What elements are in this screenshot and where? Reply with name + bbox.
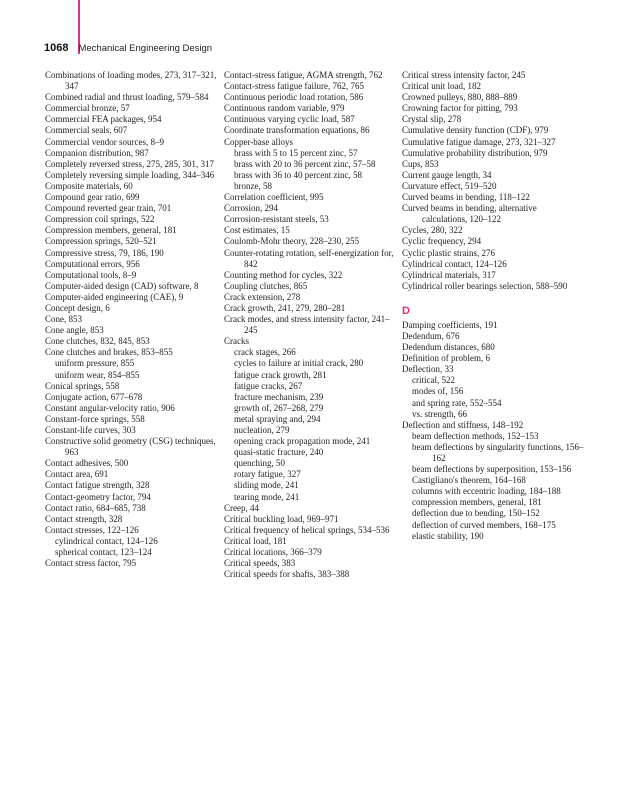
index-entry: Conjugate action, 677–678 (45, 391, 143, 402)
index-entry: Crack extension, 278 (224, 291, 301, 302)
index-entry: Cone, 853 (45, 314, 82, 325)
index-entry: Cone angle, 853 (45, 325, 104, 336)
index-column-1 (45, 70, 217, 569)
index-entry: Damping coefficients, 191 (402, 319, 498, 330)
index-entry: Contact-stress fatigue, AGMA strength, 762 (224, 70, 383, 80)
index-subentry: uniform pressure, 855 (55, 358, 135, 369)
index-entry: Cycles, 280, 322 (402, 225, 463, 236)
page-header (44, 42, 212, 58)
index-entry: Deflection and stiffness, 148–192 (402, 419, 524, 430)
index-entry: Cone clutches, 832, 845, 853 (45, 336, 150, 347)
index-entry: Commercial bronze, 57 (45, 103, 130, 114)
index-entry: Critical buckling load, 969–971 (224, 513, 339, 524)
index-entry: Contact fatigue strength, 328 (45, 480, 150, 491)
index-subentry: deflection of curved members, 168–175 (412, 519, 556, 530)
index-entry: Coulomb-Mohr theory, 228–230, 255 (224, 236, 360, 247)
index-section-letter: D (402, 304, 410, 317)
index-subentry: columns with eccentric loading, 184–188 (412, 486, 561, 497)
index-entry: Crack modes, and stress intensity factor, 241–245 (224, 314, 390, 336)
index-entry: Completely reversed stress, 275, 285, 301, 317 (45, 158, 214, 169)
index-subentry: spherical contact, 123–124 (55, 547, 152, 558)
index-subentry: brass with 36 to 40 percent zinc, 58 (234, 169, 362, 180)
index-entry: Critical speeds, 383 (224, 558, 296, 569)
index-entry: Curved beams in bending, 118–122 (402, 192, 530, 203)
index-entry: Counter-rotating rotation, self-energization for, 842 (224, 247, 394, 269)
index-subentry: quenching, 50 (234, 458, 285, 469)
index-entry: Curved beams in bending, alternative calculations, 120–122 (402, 203, 537, 225)
index-entry: Commercial seals, 607 (45, 125, 128, 136)
index-entry: Contact ratio, 684–685, 738 (45, 502, 146, 513)
index-entry: Conical springs, 558 (45, 380, 120, 391)
index-entry: Contact strength, 328 (45, 513, 123, 524)
index-entry: Compression coil springs, 522 (45, 214, 155, 225)
index-subentry: fracture mechanism, 239 (234, 391, 324, 402)
index-entry: Critical frequency of helical springs, 534–536 (224, 524, 390, 535)
index-entry: Cylindrical roller bearings selection, 588–590 (402, 280, 568, 291)
index-subentry: Castigliano's theorem, 164–168 (412, 475, 526, 486)
index-subentry: beam deflections by singularity functions, 156–162 (412, 441, 584, 463)
index-entry: Constant angular-velocity ratio, 906 (45, 402, 175, 413)
index-subentry: sliding mode, 241 (234, 480, 299, 491)
index-entry: Coupling clutches, 865 (224, 280, 308, 291)
index-entry: Computational tools, 8–9 (45, 269, 137, 280)
index-subentry: crack stages, 266 (234, 347, 296, 358)
index-entry: Computer-aided design (CAD) software, 8 (45, 280, 199, 291)
index-entry: Compression members, general, 181 (45, 225, 177, 236)
index-entry: Curvature effect, 519–520 (402, 180, 497, 191)
index-subentry: cylindrical contact, 124–126 (55, 535, 158, 546)
index-subentry: deflection due to bending, 150–152 (412, 508, 540, 519)
index-entry: Commercial vendor sources, 8–9 (45, 136, 164, 147)
index-entry: Cylindrical contact, 124–126 (402, 258, 507, 269)
index-entry: Compound gear ratio, 699 (45, 192, 140, 203)
index-entry: Cumulative fatigue damage, 273, 321–327 (402, 136, 556, 147)
index-entry: Critical speeds for shafts, 383–388 (224, 569, 350, 580)
index-subentry: growth of, 267–268, 279 (234, 402, 324, 413)
index-entry: Correlation coefficient, 995 (224, 192, 324, 203)
page-number: 1068 (44, 42, 69, 54)
index-entry: Critical unit load, 182 (402, 81, 481, 92)
index-entry: Contact adhesives, 500 (45, 458, 129, 469)
index-entry: Contact area, 691 (45, 469, 109, 480)
index-subentry: modes of, 156 (412, 386, 464, 397)
index-entry: Crowning factor for pitting, 793 (402, 103, 518, 114)
index-subentry: nucleation, 279 (234, 425, 290, 435)
index-entry: Cups, 853 (402, 158, 439, 169)
index-entry: Compressive stress, 79, 186, 190 (45, 247, 164, 258)
index-entry: Definition of problem, 6 (402, 353, 490, 364)
index-entry: Crowned pulleys, 880, 888–889 (402, 92, 518, 103)
index-entry: Continuous random variable, 979 (224, 103, 345, 114)
index-subentry: and spring rate, 552–554 (412, 397, 502, 408)
index-entry: Cracks (224, 336, 249, 347)
index-entry: Cyclic plastic strains, 276 (402, 247, 495, 258)
index-entry: Computational errors, 956 (45, 258, 140, 269)
index-entry: Completely reversing simple loading, 344–346 (45, 169, 215, 180)
index-subentry: fatigue cracks, 267 (234, 380, 303, 391)
index-subentry: beam deflection methods, 152–153 (412, 430, 539, 441)
index-entry: Constant-force springs, 558 (45, 413, 145, 424)
index-entry: Concept design, 6 (45, 302, 110, 313)
index-entry: Continuous varying cyclic load, 587 (224, 114, 355, 125)
index-entry: Current gauge length, 34 (402, 169, 492, 180)
index-entry: Contact-stress fatigue failure, 762, 765 (224, 81, 364, 92)
index-entry: Contact-geometry factor, 794 (45, 491, 151, 502)
index-subentry: uniform wear, 854–855 (55, 369, 140, 380)
index-entry: Combinations of loading modes, 273, 317–321, 347 (45, 70, 217, 92)
index-entry: Contact stress factor, 795 (45, 558, 137, 569)
index-entry: Critical locations, 366–379 (224, 547, 322, 558)
index-subentry: opening crack propagation mode, 241 (234, 436, 371, 447)
index-entry: Compound reverted gear train, 701 (45, 203, 172, 214)
index-subentry: cycles to failure at initial crack, 280 (234, 358, 364, 369)
index-entry: Combined radial and thrust loading, 579–584 (45, 92, 209, 103)
index-entry: Crack growth, 241, 279, 280–281 (224, 302, 346, 313)
index-entry: Dedendum distances, 680 (402, 342, 495, 353)
index-entry: Dedendum, 676 (402, 330, 460, 341)
index-subentry: tearing mode, 241 (234, 491, 300, 502)
index-column-3 (402, 70, 584, 542)
index-entry: Cylindrical materials, 317 (402, 269, 496, 280)
index-entry: Composite materials, 60 (45, 180, 133, 191)
index-subentry: rotary fatigue, 327 (234, 469, 301, 480)
index-subentry: critical, 522 (412, 375, 455, 386)
index-entry: Corrosion-resistant steels, 53 (224, 214, 329, 225)
index-subentry: quasi-static fracture, 240 (234, 447, 324, 458)
index-subentry: compression members, general, 181 (412, 497, 542, 508)
index-entry: Critical stress intensity factor, 245 (402, 70, 526, 80)
index-column-2 (224, 70, 396, 580)
index-entry: Deflection, 33 (402, 364, 454, 375)
index-subentry: bronze, 58 (234, 180, 272, 191)
index-entry: Compression springs, 520–521 (45, 236, 157, 247)
index-entry: Commercial FEA packages, 954 (45, 114, 162, 125)
index-entry: Constant-life curves, 303 (45, 425, 136, 435)
index-entry: Cone clutches and brakes, 853–855 (45, 347, 173, 358)
index-subentry: brass with 5 to 15 percent zinc, 57 (234, 147, 358, 158)
index-entry: Computer-aided engineering (CAE), 9 (45, 291, 184, 302)
running-title: Mechanical Engineering Design (78, 43, 213, 54)
index-entry: Corrosion, 294 (224, 203, 278, 214)
index-subentry: elastic stability, 190 (412, 530, 484, 541)
index-entry: Cumulative density function (CDF), 979 (402, 125, 549, 136)
index-entry: Cyclic frequency, 294 (402, 236, 482, 247)
index-entry: Coordinate transformation equations, 86 (224, 125, 370, 136)
index-subentry: vs. strength, 66 (412, 408, 467, 419)
index-subentry: beam deflections by superposition, 153–156 (412, 464, 572, 475)
index-entry: Copper-base alloys (224, 136, 294, 147)
index-entry: Creep, 44 (224, 502, 259, 513)
index-subentry: brass with 20 to 36 percent zinc, 57–58 (234, 158, 376, 169)
index-entry: Critical load, 181 (224, 535, 287, 546)
index-entry: Companion distribution, 987 (45, 147, 149, 158)
index-entry: Crystal slip, 278 (402, 114, 462, 125)
index-entry: Contact stresses, 122–126 (45, 524, 139, 535)
index-subentry: fatigue crack growth, 281 (234, 369, 327, 380)
index-entry: Cumulative probability distribution, 979 (402, 147, 548, 158)
index-entry: Cost estimates, 15 (224, 225, 290, 236)
index-subentry: metal spraying and, 294 (234, 413, 321, 424)
index-entry: Counting method for cycles, 322 (224, 269, 343, 280)
index-entry: Continuous periodic load rotation, 586 (224, 92, 364, 103)
index-entry: Constructive solid geometry (CSG) techniques, 963 (45, 436, 216, 458)
